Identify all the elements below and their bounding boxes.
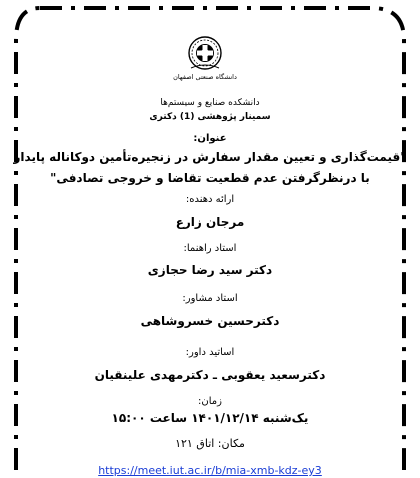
supervisor-label: استاد راهنما: (183, 243, 237, 254)
topic-label: عنوان: (193, 133, 227, 144)
location: مکان: اتاق ۱۲۱ (175, 437, 245, 450)
advisor-name: دکترحسین خسروشاهی (140, 314, 280, 328)
referees-label: اساتید داور: (185, 347, 235, 358)
faculty-name: دانشکده صنایع و سیستم‌ها (160, 98, 260, 108)
time-label: زمان: (198, 396, 222, 407)
presenter-label: ارائه دهنده: (185, 194, 235, 205)
presenter-name: مرجان زارع (175, 215, 245, 229)
logo-caption: دانشگاه صنعتی اصفهان (173, 73, 237, 81)
topic-line-2: با درنظرگرفتن عدم قطعیت تقاضا و خروجی تصادفی" (50, 171, 370, 185)
referees-names: دکترسعید یعقوبی ـ دکترمهدی علینقیان (94, 368, 326, 382)
schedule-datetime: یک‌شنبه ۱۴۰۱/۱۲/۱۴ ساعت ۱۵:۰۰ (111, 411, 309, 425)
university-emblem-icon (173, 34, 237, 82)
meeting-link[interactable]: https://meet.iut.ac.ir/b/mia-xmb-kdz-ey3 (98, 464, 322, 477)
topic-line-1: "قیمت‌گذاری و تعیین مقدار سفارش در زنجیره‌تأمین دوکاناله پایدار (13, 150, 407, 164)
seminar-title: سمینار پژوهشی (1) دکتری (149, 112, 271, 122)
supervisor-name: دکتر سید رضا حجازی (147, 263, 273, 277)
advisor-label: استاد مشاور: (182, 293, 238, 304)
